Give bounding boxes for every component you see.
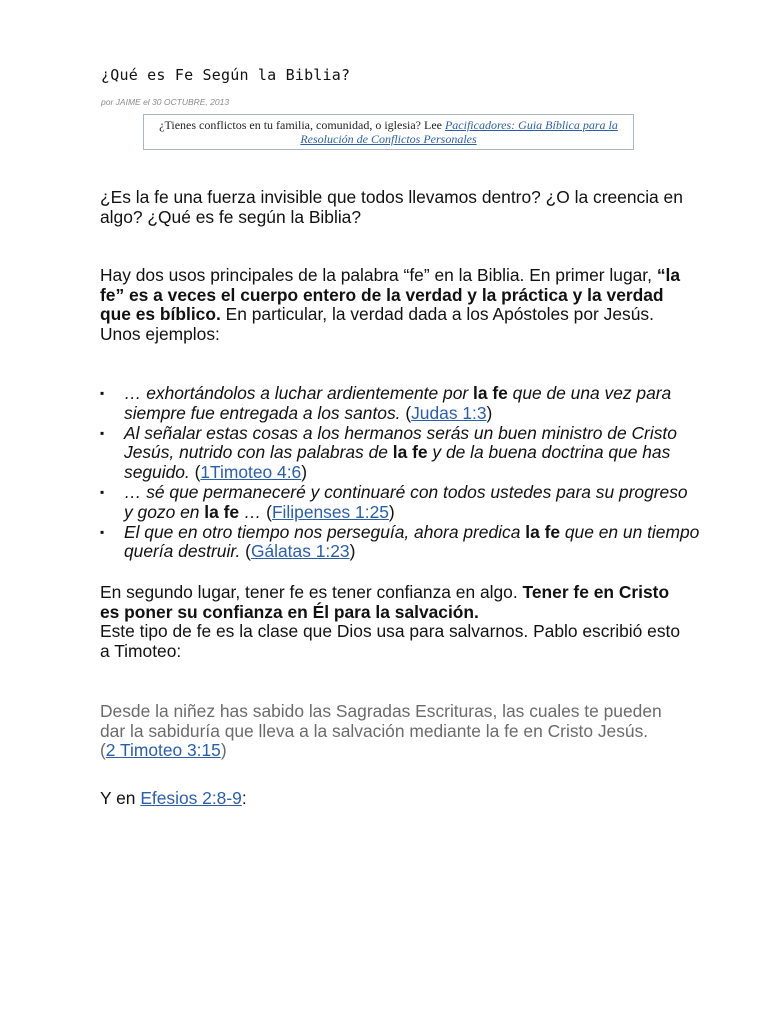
- usages-tail: En particular, la verdad dada a los Apóstoles por Jesús. Unos ejemplos:: [100, 304, 654, 344]
- page-title: ¿Qué es Fe Según la Biblia?: [101, 66, 351, 84]
- example-before: Al señalar estas cosas a los hermanos serás un buen ministro de Cristo Jesús, nutrido con las palabras de: [124, 422, 677, 463]
- ref-link-2-timoteo[interactable]: 2 Timoteo 3:15: [105, 740, 221, 761]
- example-strong: la fe: [392, 442, 428, 463]
- list-item: ▪ El que en otro tiempo nos perseguía, ahora predica la fe que en un tiempo quería destruir. (Gálatas 1:23): [100, 521, 700, 562]
- bullet-icon: ▪: [100, 425, 105, 440]
- scripture-quote: Desde la niñez has sabido las Sagradas Escrituras, las cuales te pueden dar la sabiduría que lleva a la salvación mediante la fe en Cristo Jesús. (2 Timoteo 3:15): [100, 701, 662, 761]
- example-strong: la fe: [473, 383, 508, 403]
- banner-book-link[interactable]: Pacificadores: Guia Bíblica para la Resolución de Conflictos Personales: [300, 118, 618, 146]
- ref-link-timoteo[interactable]: 1Timoteo 4:6: [200, 461, 302, 482]
- list-item: ▪ … exhortándolos a luchar ardientemente por la fe que de una vez para siempre fue entregada a los santos. (Judas 1:3): [100, 383, 672, 423]
- second-tail: Este tipo de fe es la clase que Dios usa para salvarnos. Pablo escribió esto a Timoteo:: [100, 621, 681, 661]
- quote-text: Desde la niñez has sabido las Sagradas Escrituras, las cuales te pueden dar la sabiduría que lleva a la salvación mediante la fe en Cristo Jesús.: [100, 701, 662, 741]
- ref-link-judas[interactable]: Judas 1:3: [411, 402, 487, 423]
- example-after: que de una vez para siempre fue entregada a los santos.: [124, 383, 672, 423]
- closing-tail: :: [241, 788, 247, 808]
- banner-text: ¿Tienes conflictos en tu familia, comunidad, o iglesia? Lee: [159, 118, 442, 132]
- list-item: ▪ … sé que permaneceré y continuaré con todos ustedes para su progreso y gozo en la fe … (Filipenses 1:25): [100, 481, 688, 522]
- intro-question: ¿Es la fe una fuerza invisible que todos llevamos dentro? ¿O la creencia en algo? ¿Qué es fe según la Biblia?: [100, 187, 683, 227]
- closing-paragraph: [100, 789, 690, 809]
- ref-link-filipenses[interactable]: Filipenses 1:25: [271, 501, 389, 522]
- byline-prefix: por: [101, 97, 114, 107]
- example-strong: la fe: [525, 521, 561, 542]
- usages-bold: “la fe” es a veces el cuerpo entero de la verdad y la práctica y la verdad que es bíblico.: [100, 265, 681, 325]
- second-lead: En segundo lugar, tener fe es tener confianza en algo.: [100, 582, 518, 602]
- example-after: y de la buena doctrina que has seguido.: [124, 442, 671, 482]
- bullet-icon: ▪: [100, 524, 105, 539]
- ref-link-efesios[interactable]: Efesios 2:8-9: [140, 788, 242, 808]
- usages-lead: Hay dos usos principales de la palabra “fe” en la Biblia. En primer lugar,: [100, 265, 652, 285]
- example-before: … exhortándolos a luchar ardientemente por: [124, 383, 469, 403]
- list-item: ▪ Al señalar estas cosas a los hermanos serás un buen ministro de Cristo Jesús, nutrido con las palabras de la fe y de la buena doctrina que has seguido. (1Timoteo 4:6): [100, 422, 677, 482]
- closing-lead: Y en: [100, 788, 136, 808]
- byline: [101, 97, 229, 107]
- promo-banner: [143, 114, 634, 150]
- second-usage-paragraph: [100, 583, 690, 661]
- second-bold: Tener fe en Cristo es poner su confianza en Él para la salvación.: [100, 582, 670, 622]
- byline-date: el 30 OCTUBRE, 2013: [143, 97, 230, 107]
- usages-paragraph: [100, 266, 690, 344]
- example-before: El que en otro tiempo nos perseguía, ahora predica: [124, 521, 521, 542]
- ref-link-galatas[interactable]: Gálatas 1:23: [250, 541, 350, 562]
- intro-paragraph: [100, 188, 690, 227]
- bullet-icon: ▪: [100, 484, 105, 499]
- example-before: … sé que permaneceré y continuaré con todos ustedes para su progreso y gozo en: [124, 481, 688, 522]
- byline-author[interactable]: JAIME: [115, 97, 141, 107]
- bullet-icon: ▪: [100, 386, 105, 400]
- example-strong: la fe: [204, 501, 240, 522]
- example-after: que en un tiempo quería destruir.: [124, 521, 700, 562]
- example-after: …: [243, 501, 262, 522]
- examples-list: [100, 384, 700, 562]
